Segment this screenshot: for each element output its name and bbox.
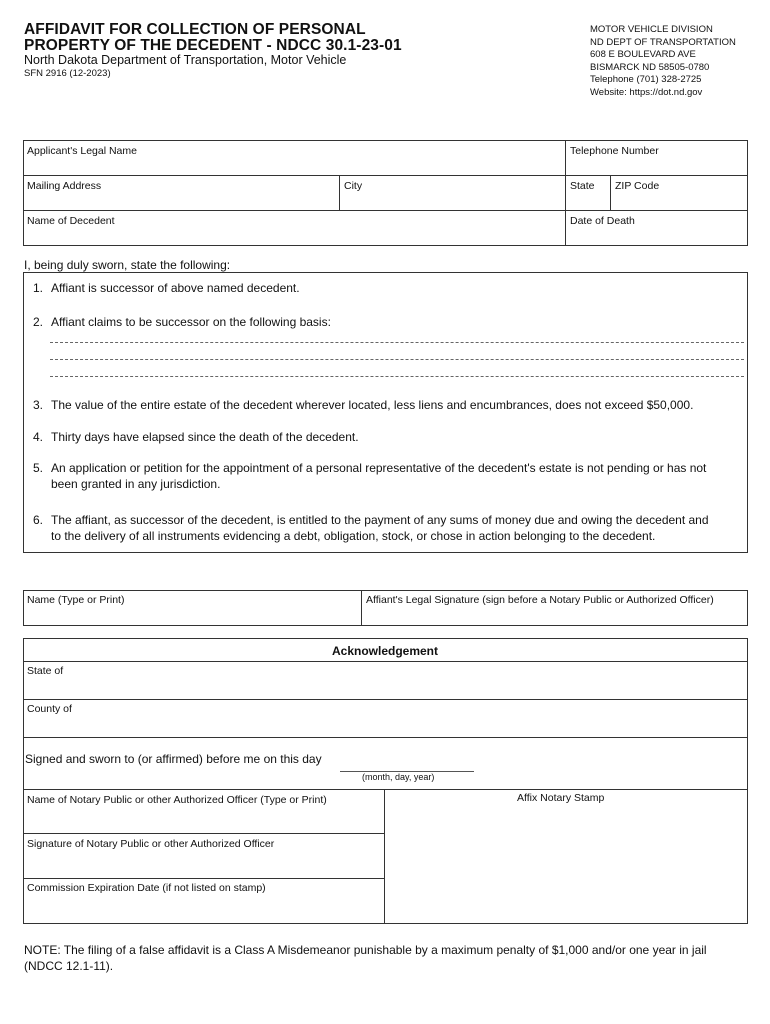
- notary-signature-field[interactable]: Signature of Notary Public or other Authorized Officer: [27, 838, 275, 850]
- statement-item: [33, 429, 743, 445]
- statement-text: Thirty days have elapsed since the death of the decedent.: [51, 430, 359, 444]
- commission-expiration-field[interactable]: Commission Expiration Date (if not listed on stamp): [27, 882, 266, 894]
- table-divider: [23, 833, 385, 834]
- basis-line[interactable]: [50, 376, 744, 377]
- basis-line[interactable]: [50, 342, 744, 343]
- statement-text: Affiant claims to be successor on the following basis:: [51, 315, 331, 329]
- zip-code-field[interactable]: ZIP Code: [615, 180, 660, 192]
- form-title: [24, 22, 402, 54]
- table-divider: [23, 737, 748, 738]
- agency-line: 608 E BOULEVARD AVE: [590, 49, 696, 60]
- statement-number: 5.: [33, 461, 44, 475]
- statement-item: [33, 280, 743, 296]
- agency-line: Telephone (701) 328-2725: [590, 74, 702, 85]
- state-field[interactable]: State: [570, 180, 595, 192]
- mailing-address-field[interactable]: Mailing Address: [27, 180, 102, 192]
- form-title-line2: PROPERTY OF THE DECEDENT - NDCC 30.1-23-01: [24, 37, 402, 54]
- statement-number: 2.: [33, 315, 44, 329]
- form-subtitle: North Dakota Department of Transportation, Motor Vehicle: [24, 53, 347, 67]
- table-divider: [23, 661, 748, 662]
- basis-line[interactable]: [50, 359, 744, 360]
- table-divider: [361, 590, 362, 626]
- table-divider: [610, 175, 611, 210]
- statement-item: [33, 314, 743, 330]
- statement-item: [33, 460, 743, 492]
- table-divider: [23, 878, 385, 879]
- table-divider: [23, 175, 748, 176]
- date-format-hint: (month, day, year): [362, 772, 435, 782]
- acknowledgement-title: Acknowledgement: [331, 644, 439, 658]
- statement-number: 4.: [33, 430, 44, 444]
- decedent-name-field[interactable]: Name of Decedent: [27, 215, 115, 227]
- table-divider: [339, 175, 340, 210]
- table-divider: [23, 789, 748, 790]
- statement-text: The value of the entire estate of the decedent wherever located, less liens and encumbrances, does not exceed $50,000.: [51, 398, 694, 412]
- agency-line: Website: https://dot.nd.gov: [590, 86, 703, 98]
- table-divider: [565, 140, 566, 246]
- agency-line: BISMARCK ND 58505-0780: [590, 61, 710, 73]
- statement-text: The affiant, as successor of the decedent, is entitled to the payment of any sums of money due and owing the decedent and: [51, 513, 709, 527]
- statement-item: [33, 397, 743, 413]
- table-divider: [23, 699, 748, 700]
- agency-line: ND DEPT OF TRANSPORTATION: [590, 36, 736, 48]
- false-affidavit-note: NOTE: The filing of a false affidavit is a Class A Misdemeanor punishable by a maximum penalty of $1,000 and/or one year in jail (NDCC 12.1-11).: [24, 943, 707, 973]
- statement-number: 3.: [33, 398, 44, 412]
- statement-text-continued: been granted in any jurisdiction.: [51, 477, 221, 491]
- city-field[interactable]: City: [344, 180, 363, 192]
- telephone-number-field[interactable]: Telephone Number: [570, 145, 659, 157]
- signed-sworn-label: Signed and sworn to (or affirmed) before me on this day: [25, 752, 322, 766]
- statement-number: 6.: [33, 513, 44, 527]
- agency-line: MOTOR VEHICLE DIVISION: [590, 24, 713, 35]
- notary-stamp-area: Affix Notary Stamp: [517, 792, 605, 804]
- statement-text: An application or petition for the appointment of a personal representative of the decedent's estate is not pending or has not: [51, 461, 707, 475]
- statement-item: [33, 512, 743, 544]
- affiant-signature-field[interactable]: Affiant's Legal Signature (sign before a Notary Public or Authorized Officer): [366, 594, 714, 606]
- form-number: SFN 2916 (12-2023): [24, 68, 111, 79]
- statement-number: 1.: [33, 281, 44, 295]
- table-divider: [23, 210, 748, 211]
- table-divider: [384, 789, 385, 924]
- date-of-death-field[interactable]: Date of Death: [570, 215, 635, 227]
- sworn-intro: I, being duly sworn, state the following:: [24, 258, 231, 272]
- applicant-legal-name-field[interactable]: Applicant's Legal Name: [27, 145, 137, 157]
- county-of-field[interactable]: County of: [27, 703, 72, 715]
- agency-address-block: [590, 24, 736, 99]
- affiant-name-field[interactable]: Name (Type or Print): [27, 594, 125, 606]
- notary-name-field[interactable]: Name of Notary Public or other Authorized Officer (Type or Print): [27, 794, 327, 806]
- statement-text: Affiant is successor of above named decedent.: [51, 281, 300, 295]
- statement-text-continued: to the delivery of all instruments evidencing a debt, obligation, stock, or chose in action belonging to the decedent.: [51, 529, 656, 543]
- state-of-field[interactable]: State of: [27, 665, 64, 677]
- form-title-line1: AFFIDAVIT FOR COLLECTION OF PERSONAL: [24, 21, 366, 38]
